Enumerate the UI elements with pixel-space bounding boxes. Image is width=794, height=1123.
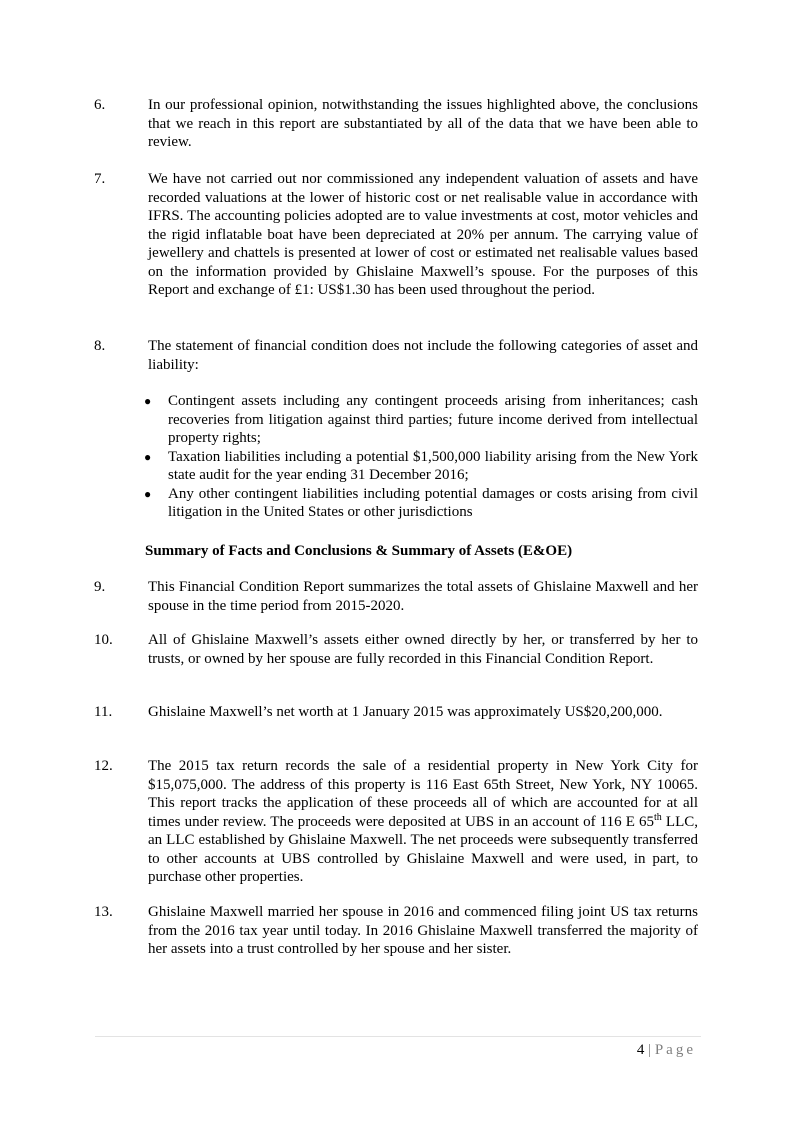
paragraph-number: 9.	[94, 579, 106, 595]
paragraph-text: The statement of financial condition does not include the following categories of asset and liability:	[148, 338, 698, 373]
paragraph-text: This Financial Condition Report summarizes the total assets of Ghislaine Maxwell and her spouse in the time period from 2015-2020.	[148, 579, 698, 614]
bullet-icon: ●	[144, 449, 152, 464]
bullet-icon: ●	[144, 394, 152, 408]
paragraph-13	[94, 903, 698, 959]
paragraph-number: 11.	[94, 704, 113, 720]
page-label: Page	[654, 1042, 696, 1058]
bullet-text: Taxation liabilities including a potential $1,500,000 liability arising from the New York state audit for the year ending 31 December 2016;	[168, 448, 698, 483]
paragraph-text: Ghislaine Maxwell married her spouse in 2016 and commenced filing joint US tax returns from the 2016 tax year until today. In 2016 Ghislaine Maxwell transferred the majority of her assets into a trust controlled by her spouse and her sister.	[148, 904, 698, 957]
superscript-ordinal: th	[654, 811, 662, 823]
bullet-item	[144, 448, 698, 485]
bullet-item	[144, 485, 698, 522]
footer-divider	[95, 1036, 701, 1037]
bullet-text: Contingent assets including any contingent proceeds arising from inheritances; cash recoveries from litigation against third parties; future income derived from intellectual property rights;	[168, 393, 698, 446]
paragraph-text: We have not carried out nor commissioned any independent valuation of assets and have recorded valuations at the lower of historic cost or net realisable value in accordance with IFRS. The accounting policies adopted are to value investments at cost, motor vehicles and the rigid inflatable boat have been depreciated at 20% per annum. The carrying value of jewellery and chattels is presented at lower of cost or estimated net realisable values based on the information provided by Ghislaine Maxwell’s spouse. For the purposes of this Report and exchange of £1: US$1.30 has been used throughout the period.	[148, 171, 698, 298]
paragraph-text: In our professional opinion, notwithstanding the issues highlighted above, the conclusions that we reach in this report are substantiated by all of the data that we have been able to review.	[148, 97, 698, 150]
bullet-text: Any other contingent liabilities including potential damages or costs arising from civil litigation in the United States or other jurisdictions	[168, 485, 698, 520]
paragraph-9	[94, 578, 698, 615]
paragraph-8	[94, 337, 698, 374]
paragraph-7	[94, 170, 698, 300]
exclusions-bullet-list	[144, 392, 698, 522]
paragraph-text-part: LLC, an LLC established by Ghislaine Maxwell. The net proceeds were subsequently transferred to other accounts at UBS controlled by Ghislaine Maxwell and were used, in part, to purchase other properties.	[148, 813, 698, 885]
bullet-icon: ●	[144, 486, 152, 501]
page-footer	[637, 1041, 696, 1059]
paragraph-number: 6.	[94, 97, 106, 113]
paragraph-number: 13.	[94, 904, 113, 920]
section-heading: Summary of Facts and Conclusions & Summary of Assets (E&OE)	[145, 543, 573, 559]
footer-separator: |	[648, 1042, 652, 1058]
bullet-item	[144, 392, 698, 448]
paragraph-number: 8.	[94, 338, 106, 354]
paragraph-6	[94, 96, 698, 152]
paragraph-text: All of Ghislaine Maxwell’s assets either owned directly by her, or transferred by her to trusts, or owned by her spouse are fully recorded in this Financial Condition Report.	[148, 632, 698, 667]
paragraph-number: 12.	[94, 758, 113, 774]
paragraph-number: 10.	[94, 632, 113, 648]
paragraph-12	[94, 757, 698, 887]
paragraph-text	[122, 757, 698, 887]
paragraph-number: 7.	[94, 171, 106, 187]
page-number: 4	[636, 1042, 645, 1058]
paragraph-text: Ghislaine Maxwell’s net worth at 1 January 2015 was approximately US$20,200,000.	[148, 704, 663, 720]
paragraph-11	[94, 703, 698, 722]
paragraph-10	[94, 631, 698, 668]
paragraph-text-part: The 2015 tax return records the sale of a residential property in New York City for $15,075,000. The address of this property is 116 East 65th Street, New York, NY 10065. This report tracks the application of these proceeds all of which are accounted for at all times under review. The proceeds were deposited at UBS in an account of 116 E 65	[148, 758, 698, 830]
